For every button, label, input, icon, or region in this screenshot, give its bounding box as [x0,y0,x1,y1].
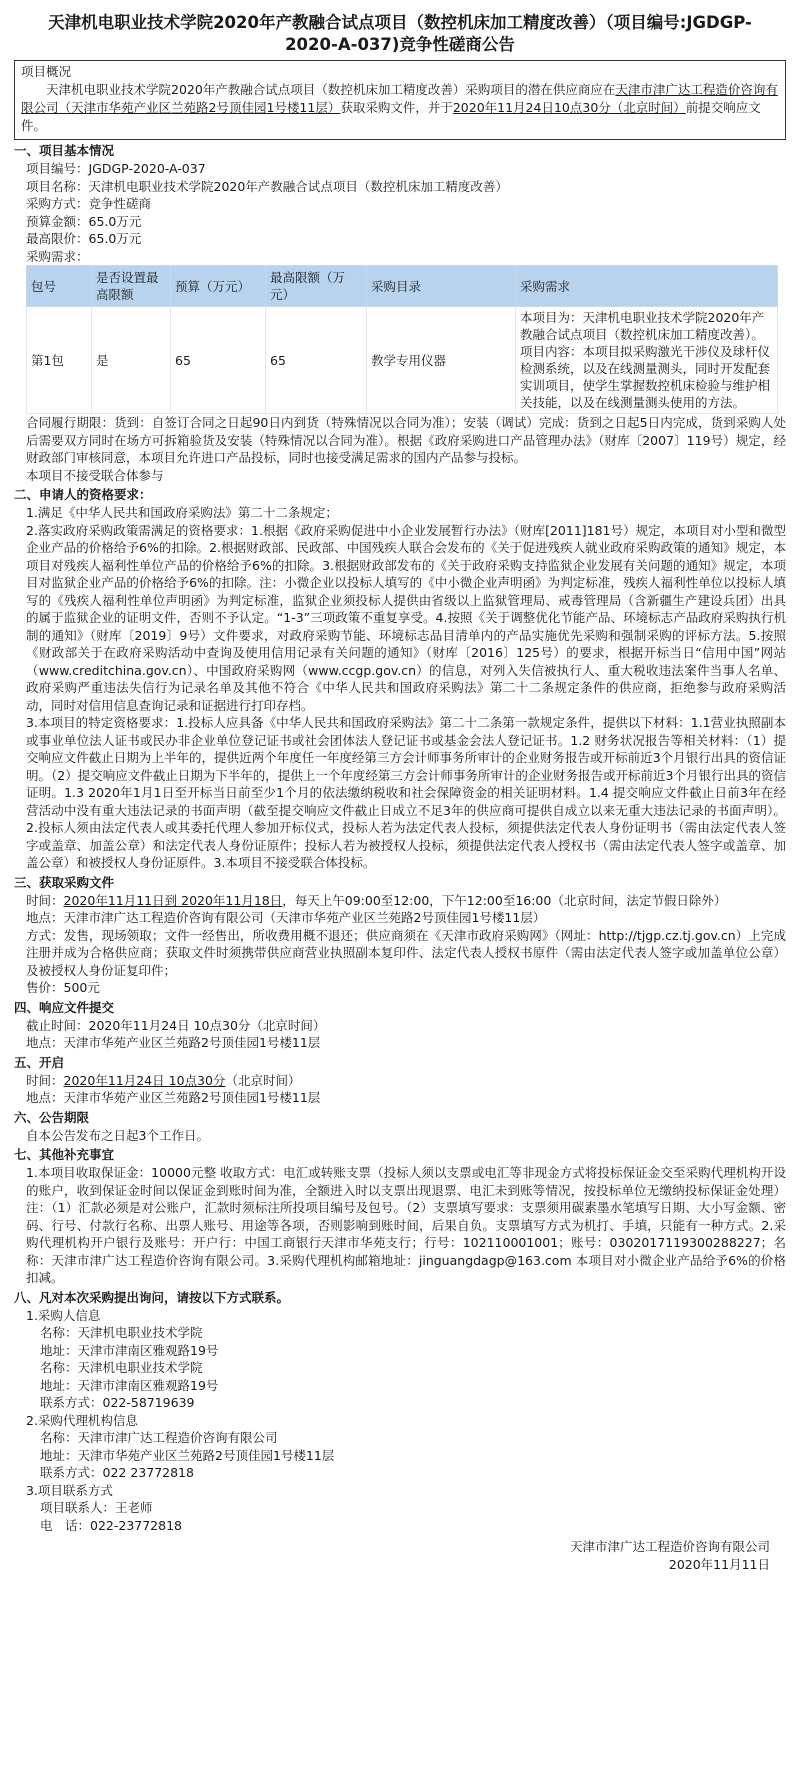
obtain-time-range: 2020年11月11日到 2020年11月18日 [63,892,283,908]
table-cell: 65 [171,307,266,414]
submission-place: 地点：天津市华苑产业区兰苑路2号顶佳园1号楼11层 [26,1035,321,1050]
procurement-method: 采购方式：竞争性磋商 [26,196,152,211]
announcement-page [14,6,786,1574]
section-supplementary-heading: 七、其他补充事宜 [14,1147,115,1162]
obtain-place: 地点：天津市津广达工程造价咨询有限公司（天津市华苑产业区兰苑路2号顶佳园1号楼11层） [26,910,546,925]
obtain-time-label: 时间： [26,892,64,908]
agency-address: 地址：天津市华苑产业区兰苑路2号顶佳园1号楼11层 [40,1447,335,1463]
project-overview-box [14,60,786,140]
footer-date: 2020年11月11日 [668,1557,770,1572]
purchaser-name-2: 名称：天津机电职业技术学院 [40,1360,203,1375]
overview-text-part: 天津机电职业技术学院2020年产教融合试点项目（数控机床加工精度改善）采购项目的潜在供应商应在 [46,82,616,97]
project-contact-title: 3.项目联系方式 [26,1482,113,1498]
opening-time-zone: （北京时间） [225,1072,301,1088]
document-price: 售价：500元 [26,980,100,995]
qualification-item-3: 3.本项目的特定资格要求：1.投标人应具备《中华人民共和国政府采购法》第二十二条第一款规定条件，提供以下材料：1.1营业执照副本或事业单位法人证书或民办非企业单位登记证书或社会团体法人登记证书或基金会法人登记证书。1.2 财务状况报告等相关材料：（1）提交响应文件截止日期为上半年的，提供近两个年度任一年度经第三方会计师事务所审计的企业财务报告或开标前近3个月银行出具的资信证明。（2）提交响应文件截止日期为下半年的，提供上一个年度经第三方会计师事务所审计的企业财务报告或开标前近3个月银行出具的资信证明。1.3 2020年1月1日至开标当日前至少1个月的依法缴纳税收和社会保障资金的相关证明材料。1.4 提交响应文件截止日前3年在经营活动中没有重大违法记录的书面声明（截至提交响应文件截止日成立不足3年的供应商可提供自成立以来无重大违法记录的书面声明）。2.投标人须由法定代表人或其委托代理人参加开标仪式，投标人若为法定代表人投标，须提供法定代表人身份证明书（需由法定代表人签字或盖章、加盖公章）和法定代表人身份证原件；投标人若为被授权人投标，须提供法定代表人授权书（需由法定代表人签字或盖章、加盖公章）和被授权人身份证原件。3.本项目不接受联合体投标。 [26,715,786,870]
budget-amount: 预算金额：65.0万元 [26,213,142,229]
submission-deadline: 截止时间：2020年11月24日 10点30分（北京时间） [26,1017,326,1033]
table-header-row [27,266,778,307]
notice-period: 自本公告发布之日起3个工作日。 [26,1127,209,1143]
opening-time-label: 时间： [26,1072,64,1088]
table-cell: 第1包 [27,307,92,414]
supplementary-text: 1.本项目收取保证金：10000元整 收取方式：电汇或转账支票（投标人须以支票或电汇等非现金方式将投标保证金交至采购代理机构开设的账户，收到保证金时间以保证金到账时间为准，全额进入时以支票出现退票、电汇未到账等情况，按投标单位无缴纳投标保证金处理）注：（1）汇款必须是对公账户，汇款时须标注所投项目编号及包号。（2）支票填写要求：支票须用碳素墨水笔填写日期、大小写金额、密码、行号、付款行名称、出票人账号、用途等各项，否则影响到账时间，后果自负。支票填写方式为机打、手填，只能有一种方式。2.采购代理机构开户银行及账号：开户行：中国工商银行天津市华苑支行；行号：102110001001；账号：0302017119300288227；名称：天津市津广达工程造价咨询有限公司。3.采购代理机构邮箱地址：jinguangdagp@163.com 本项目对小微企业产品给予6%的价格扣减。 [26,1165,786,1285]
table-row [27,307,778,414]
table-cell: 教学专用仪器 [367,307,516,414]
purchaser-name: 名称：天津机电职业技术学院 [40,1325,203,1340]
footer-organization: 天津市津广达工程造价咨询有限公司 [569,1539,770,1554]
overview-text-part: 前提交响应文件。 [21,100,761,133]
section-submission-heading: 四、响应文件提交 [14,999,115,1015]
opening-time-value: 2020年11月24日 10点30分 [63,1072,226,1088]
overview-text [21,81,779,135]
section-basic-info-heading: 一、项目基本情况 [14,143,115,158]
consortium-note: 本项目不接受联合体参与 [26,467,164,483]
purchaser-address: 地址：天津市津南区雅观路19号 [40,1342,219,1358]
qualification-item-2: 2.落实政府采购政策需满足的资格要求：1.根据《政府采购促进中小企业发展暂行办法》（财库[2011]181号）规定，本项目对小型和微型企业产品的价格给予6%的扣除。2.根据财政部、民政部、中国残疾人联合会发布的《关于促进残疾人就业政府采购政策的通知》规定，本项目对残疾人福利性单位产品的价格给予6%的扣除。3.根据财政部发布的《关于政府采购支持监狱企业发展有关问题的通知》规定，本项目对监狱企业产品的价格给予6%的扣除。注：小微企业以投标人填写的《中小微企业声明函》为判定标准，残疾人福利性单位以投标人填写的《残疾人福利性单位声明函》为判定标准，监狱企业须投标人提供由省级以上监狱管理局、戒毒管理局（含新疆生产建设兵团）出具的属于监狱企业的证明文件，否则不予认定。“1-3”三项政策不重复享受。4.按照《关于调整优化节能产品、环境标志产品政府采购执行机制的通知》（财库〔2019〕9号）文件要求，对政府采购节能、环境标志品目清单内的产品实施优先采购和强制采购的评标方法。5.按照《财政部关于在政府采购活动中查询及使用信用记录有关问题的通知》（财库〔2016〕125号）的要求，根据开标当日“信用中国”网站（www.creditchina.gov.cn）、中国政府采购网（www.ccgp.gov.cn）的信息，对列入失信被执行人、重大税收违法案件当事人名单、政府采购严重违法失信行为记录名单及其他不符合《中华人民共和国政府采购法》第二十二条规定条件的供应商，拒绝参与政府采购活动，同时对信用信息查询记录和证据进行打印存档。 [26,522,786,713]
table-cell: 是 [92,307,171,414]
agency-name: 名称：天津市津广达工程造价咨询有限公司 [40,1430,278,1445]
qualification-item-1: 1.满足《中华人民共和国政府采购法》第二十二条规定； [26,505,338,520]
purchaser-info-title: 1.采购人信息 [26,1307,101,1323]
section-contact-heading: 八、凡对本次采购提出询问，请按以下方式联系。 [14,1289,290,1305]
opening-place: 地点：天津市华苑产业区兰苑路2号顶佳园1号楼11层 [26,1090,321,1105]
project-contact-person: 项目联系人：王老师 [40,1500,153,1515]
agency-phone: 联系方式：022 23772818 [40,1465,194,1480]
agency-info-title: 2.采购代理机构信息 [26,1412,138,1428]
opening-time [14,1072,786,1090]
table-header-cell: 预算（万元） [171,266,266,307]
section-qualification-heading: 二、申请人的资格要求： [14,487,152,502]
project-contact-phone: 电 话：022-23772818 [40,1517,182,1533]
project-number: 项目编号：JGDGP-2020-A-037 [26,161,206,176]
table-header-cell: 采购需求 [516,266,778,307]
table-header-cell: 最高限额（万元） [266,266,367,307]
obtain-time [14,892,786,910]
table-header-cell: 是否设置最高限额 [92,266,171,307]
requirements-table [26,265,778,414]
table-cell: 本项目为：天津机电职业技术学院2020年产教融合试点项目（数控机床加工精度改善）。项目内容：本项目拟采购激光干涉仪及球杆仪检测系统，以及在线测量测头，同时开发配套实训项目，使学生掌握数控机床检验与维护相关技能，以及在线测量测头使用的方法。 [516,307,778,414]
page-title: 天津机电职业技术学院2020年产教融合试点项目（数控机床加工精度改善）（项目编号:JGDGP-2020-A-037)竞争性磋商公告 [48,13,752,54]
section-obtain-docs-heading: 三、获取采购文件 [14,874,115,890]
overview-deadline: 2020年11月24日10点30分（北京时间） [452,100,686,115]
purchaser-phone: 联系方式：022-58719639 [40,1395,195,1410]
purchaser-address-2: 地址：天津市津南区雅观路19号 [40,1377,219,1393]
obtain-time-hours: ，每天上午09:00至12:00，下午12:00至16:00（北京时间，法定节假日除外） [282,892,727,908]
requirements-label: 采购需求： [26,248,89,264]
overview-agency-link: 天津市津广达工程造价咨询有限公司（天津市华苑产业区兰苑路2号顶佳园1号楼11层） [21,82,778,115]
overview-text-part: 获取采购文件，并于 [340,100,453,115]
section-notice-period-heading: 六、公告期限 [14,1109,90,1125]
table-header-cell: 采购目录 [367,266,516,307]
table-header-cell: 包号 [27,266,92,307]
project-name: 项目名称：天津机电职业技术学院2020年产教融合试点项目（数控机床加工精度改善） [26,178,508,194]
table-cell: 65 [266,307,367,414]
overview-heading: 项目概况 [21,64,72,79]
max-price: 最高限价：65.0万元 [26,231,142,246]
obtain-method: 方式：发售，现场领取；文件一经售出，所收费用概不退还；供应商须在《天津市政府采购网》（网址：http://tjgp.cz.tj.gov.cn）上完成注册并成为合格供应商；获取文件时须携带供应商营业执照副本复印件、法定代表人授权书原件（需由法定代表人签字或加盖单位公章）及被授权人身份证复印件； [26,927,786,978]
section-opening-heading: 五、开启 [14,1054,65,1070]
contract-period: 合同履行期限：货到：自签订合同之日起90日内到货（特殊情况以合同为准）；安装（调试）完成：货到之日起5日内完成，货到采购人处后需要双方同时在场方可拆箱验货及安装（特殊情况以合同为准）。根据《政府采购进口产品管理办法》（财库〔2007〕119号）规定，经财政部门审核同意，本项目允许进口产品投标，同时也接受满足需求的国内产品参与投标。 [26,415,786,465]
